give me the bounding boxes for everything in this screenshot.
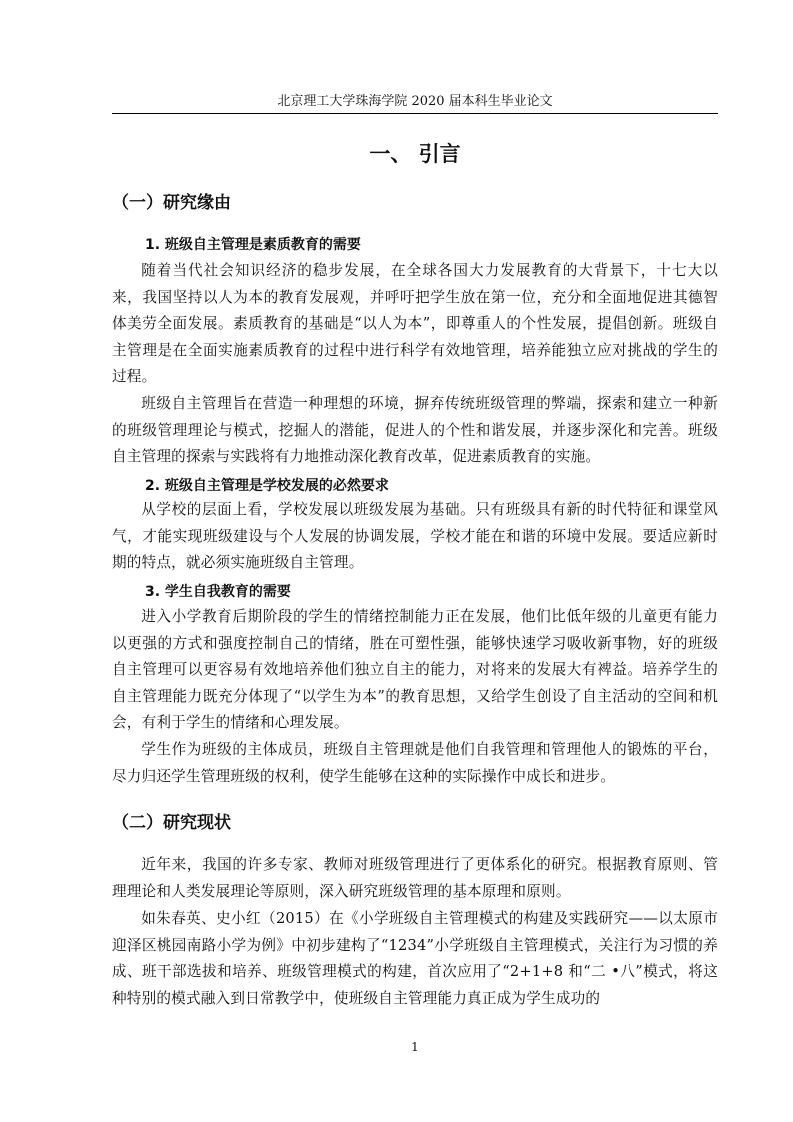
- subsection-title-3: 3. 学生自我教育的需要: [145, 584, 291, 600]
- paragraph: 随着当代社会知识经济的稳步发展，在全球各国大力发展教育的大背景下，十七大以来，我国坚持以人为本的教育发展观，并呼吁把学生放在第一位，充分和全面地促进其德智体美劳全面发展。素质教育的基础是“以人为本”，即尊重人的个性发展，提倡创新。班级自主管理是在全面实施素质教育的过程中进行科学有效地管理，培养能独立应对挑战的学生的过程。: [112, 262, 718, 385]
- paragraph: 如朱春英、史小红（2015）在《小学班级自主管理模式的构建及实践研究——以太原市迎泽区桃园南路小学为例》中初步建构了“1234”小学班级自主管理模式，关注行为习惯的养成、班干部选拔和培养、班级管理模式的构建，首次应用了“2+1+8 和“二 •八”模式，将这种特别的模式融入到日常教学中，使班级自主管理能力真正成为学生成功的: [112, 910, 718, 1007]
- subsection-title-1: 1. 班级自主管理是素质教育的需要: [145, 237, 361, 253]
- section-title-research-status: （二）研究现状: [112, 813, 231, 833]
- chapter-title: 一、 引言: [369, 142, 461, 166]
- subsection-title-2: 2. 班级自主管理是学校发展的必然要求: [145, 478, 389, 494]
- header-divider: [112, 113, 718, 114]
- paragraph: 从学校的层面上看，学校发展以班级发展为基础。只有班级具有新的时代特征和课堂风气，才能实现班级建设与个人发展的协调发展，学校才能在和谐的环境中发展。要适应新时期的特点，就必须实施班级自主管理。: [112, 501, 718, 571]
- paragraph: 班级自主管理旨在营造一种理想的环境，摒弃传统班级管理的弊端，探索和建立一种新的班级管理理论与模式，挖掘人的潜能，促进人的个性和谐发展，并逐步深化和完善。班级自主管理的探索与实践将有力地推动深化教育改革，促进素质教育的实施。: [112, 395, 718, 465]
- section-title-research-reason: （一）研究缘由: [112, 193, 231, 213]
- paragraph: 进入小学教育后期阶段的学生的情绪控制能力正在发展，他们比低年级的儿童更有能力以更强的方式和强度控制自己的情绪，胜在可塑性强，能够快速学习吸收新事物，好的班级自主管理可以更容易有效地培养他们独立自主的能力，对将来的发展大有裨益。培养学生的自主管理能力既充分体现了“以学生为本”的教育思想，又给学生创设了自主活动的空间和机会，有利于学生的情绪和心理发展。: [112, 608, 718, 731]
- paragraph: 近年来，我国的许多专家、教师对班级管理进行了更体系化的研究。根据教育原则、管理理论和人类发展理论等原则，深入研究班级管理的基本原理和原则。: [112, 856, 718, 900]
- page-number: 1: [411, 1040, 419, 1054]
- running-header: 北京理工大学珠海学院 2020 届本科生毕业论文: [277, 94, 553, 109]
- paragraph: 学生作为班级的主体成员，班级自主管理就是他们自我管理和管理他人的锻炼的平台，尽力归还学生管理班级的权利，使学生能够在这种的实际操作中成长和进步。: [112, 741, 718, 785]
